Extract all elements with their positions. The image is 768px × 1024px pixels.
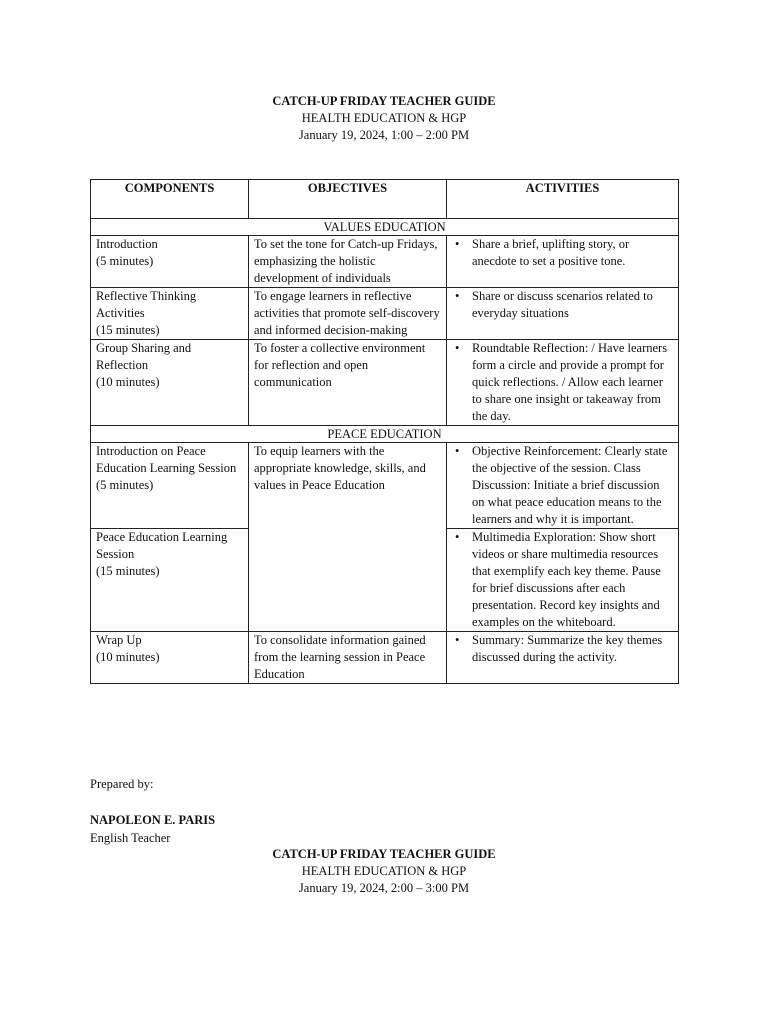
table-row [91,340,679,426]
component-duration: (5 minutes) [96,478,154,492]
second-document-header [0,846,768,897]
activity-text: Summary: Summarize the key themes discussed during the activity. [472,633,663,664]
objective-cell: To engage learners in reflective activities that promote self-discovery and informed decision-making [249,288,447,340]
activity-cell [447,236,679,288]
component-duration: (5 minutes) [96,254,154,268]
component-name: Introduction on Peace Education Learning Session [96,444,237,475]
activity-text: Roundtable Reflection: / Have learners form a circle and provide a prompt for quick reflections. / Allow each learner to share one insight or takeaway from the day. [472,341,668,423]
component-cell [91,288,249,340]
section-row-peace [91,426,679,443]
teacher-guide-table [90,179,679,684]
column-header-components: COMPONENTS [91,180,249,219]
component-duration: (10 minutes) [96,375,160,389]
prepared-by-label: Prepared by: [90,777,154,791]
second-document-title: CATCH-UP FRIDAY TEACHER GUIDE [272,847,496,861]
activity-text: Share or discuss scenarios related to everyday situations [472,289,653,320]
table-row [91,632,679,684]
component-cell [91,340,249,426]
activity-cell [447,340,679,426]
bullet-icon: • [455,633,460,647]
document-subject: HEALTH EDUCATION & HGP [301,111,467,125]
document-header [0,93,768,144]
component-duration: (15 minutes) [96,564,160,578]
activity-cell [447,632,679,684]
author-role: English Teacher [90,831,171,845]
activity-cell [447,288,679,340]
component-duration: (10 minutes) [96,650,160,664]
bullet-icon: • [455,237,460,251]
document-date: January 19, 2024, 1:00 – 2:00 PM [298,128,470,142]
component-name: Introduction [96,237,158,251]
activity-cell [447,443,679,529]
section-title-peace-education: PEACE EDUCATION [91,426,679,443]
objective-cell: To foster a collective environment for reflection and open communication [249,340,447,426]
table-row [91,288,679,340]
component-name: Group Sharing and Reflection [96,341,192,372]
table-row [91,443,679,529]
component-cell [91,529,249,632]
activity-text: Objective Reinforcement: Clearly state the objective of the session. Class Discussion: Initiate a brief discussion on what peace education means to the learners and why it is important. [472,444,668,526]
activity-cell [447,529,679,632]
bullet-icon: • [455,289,460,303]
second-document-subject: HEALTH EDUCATION & HGP [301,864,467,878]
component-cell [91,443,249,529]
objective-cell: To equip learners with the appropriate knowledge, skills, and values in Peace Education [249,443,447,632]
objective-cell: To consolidate information gained from the learning session in Peace Education [249,632,447,684]
column-header-activities: ACTIVITIES [447,180,679,219]
column-header-objectives: OBJECTIVES [249,180,447,219]
section-title-values-education: VALUES EDUCATION [91,219,679,236]
bullet-icon: • [455,444,460,458]
component-name: Reflective Thinking Activities [96,289,197,320]
component-duration: (15 minutes) [96,323,160,337]
bullet-icon: • [455,530,460,544]
activity-text: Share a brief, uplifting story, or anecdote to set a positive tone. [472,237,630,268]
second-document-date: January 19, 2024, 2:00 – 3:00 PM [298,881,470,895]
document-title: CATCH-UP FRIDAY TEACHER GUIDE [272,94,496,108]
table-header-row [91,180,679,219]
component-name: Wrap Up [96,633,142,647]
component-name: Peace Education Learning Session [96,530,228,561]
activity-text: Multimedia Exploration: Show short videos or share multimedia resources that exemplify each key theme. Pause for brief discussions after each presentation. Record key insights and examples on the whiteboard. [472,530,661,629]
component-cell [91,632,249,684]
bullet-icon: • [455,341,460,355]
objective-cell: To set the tone for Catch-up Fridays, emphasizing the holistic development of individuals [249,236,447,288]
component-cell [91,236,249,288]
table-row [91,236,679,288]
author-name: NAPOLEON E. PARIS [90,813,216,827]
section-row-values [91,219,679,236]
